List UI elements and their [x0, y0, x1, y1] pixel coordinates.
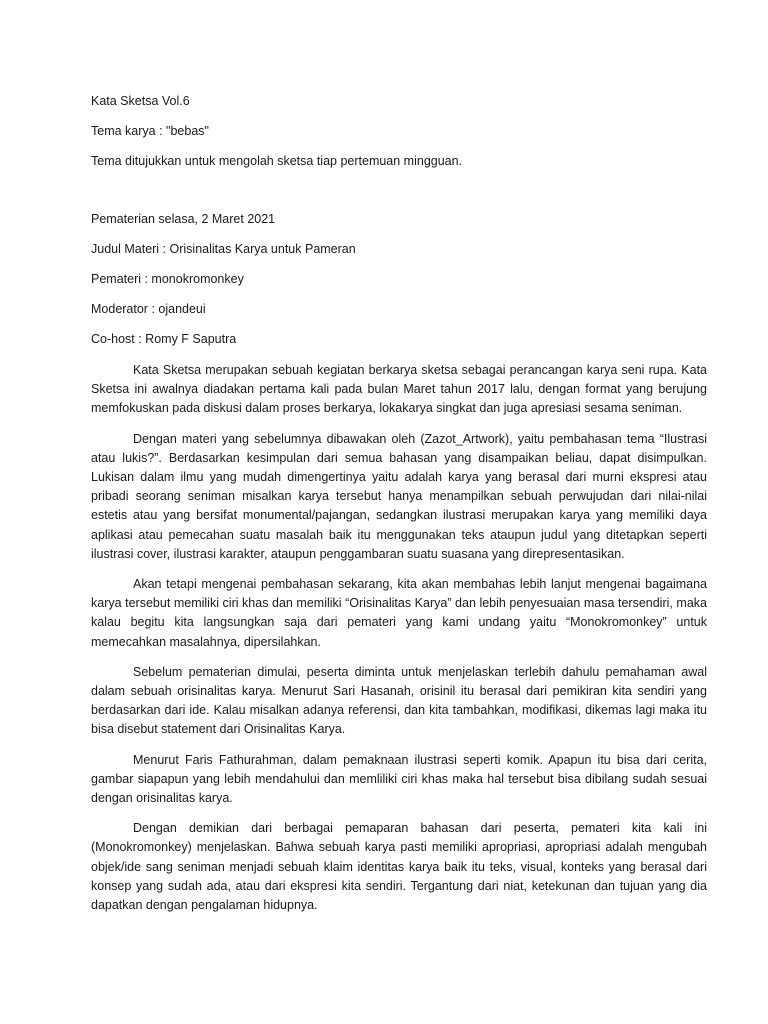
session-moderator: Moderator : ojandeui	[91, 302, 206, 316]
section-gap	[91, 183, 707, 211]
session-topic: Judul Materi : Orisinalitas Karya untuk Pameran	[91, 242, 356, 256]
paragraph-intro: Kata Sketsa merupakan sebuah kegiatan berkarya sketsa sebagai perancangan karya seni rupa. Kata Sketsa ini awalnya diadakan pertama kali pada bulan Maret tahun 2017 lalu, dengan format yang berujung memfokuskan pada diskusi dalam proses berkarya, lokakarya singkat dan juga apresiasi sesama seniman.	[91, 363, 707, 416]
paragraph-previous-material: Dengan materi yang sebelumnya dibawakan oleh (Zazot_Artwork), yaitu pembahasan tema “Ilustrasi atau lukis?”. Berdasarkan kesimpulan dari semua bahasan yang disampaikan beliau, dapat disimpulkan. Lukisan dalam ilmu yang mudah dimengertinya yaitu adalah karya yang berasal dari murni ekspresi atau pribadi seorang seniman misalkan karya tersebut hanya menampilkan sebuah perwujudan dari nilai-nilai estetis atau yang bersifat monumental/pajangan, sedangkan ilustrasi merupakan karya yang memiliki daya aplikasi atau pemecahan suatu masalah baik itu menggunakan teks ataupun judul yang ditetapkan seperti ilustrasi cover, ilustrasi karakter, ataupun penggambaran suatu suasana yang direpresentasikan.	[91, 431, 707, 561]
session-speaker: Pemateri : monokromonkey	[91, 272, 244, 286]
paragraph-speaker-explanation: Dengan demikian dari berbagai pemaparan bahasan dari peserta, pemateri kita kali ini (Monokromonkey) menjelaskan. Bahwa sebuah karya pasti memiliki apropriasi, apropriasi adalah mengubah objek/ide sang seniman menjadi sebuah klaim identitas karya baik itu teks, visual, konteks yang berasal dari konsep yang sudah ada, atau dari ekspresi kita sendiri. Tergantung dari niat, ketekunan dan tujuan yang dia dapatkan dengan pengalaman hidupnya.	[91, 821, 707, 913]
document-body	[91, 93, 707, 926]
paragraph-current-topic: Akan tetapi mengenai pembahasan sekarang, kita akan membahas lebih lanjut mengenai bagaimana karya tersebut memiliki ciri khas dan memiliki “Orisinalitas Karya” dan lebih penyesuaian masa tersendiri, maka kalau begitu kita langsungkan saja dari pemateri yang kami undang yaitu “Monokromonkey” untuk memecahkan masalahnya, dipersilahkan.	[91, 577, 707, 649]
paragraph-faris-fathurahman: Menurut Faris Fathurahman, dalam pemaknaan ilustrasi seperti komik. Apapun itu bisa dari cerita, gambar siapapun yang lebih mendahului dan memliliki ciri khas maka hal tersebut bisa dibilang sudah sesuai dengan orisinalitas karya.	[91, 752, 707, 806]
theme-line: Tema karya : "bebas"	[91, 124, 209, 138]
purpose-line: Tema ditujukkan untuk mengolah sketsa tiap pertemuan mingguan.	[91, 154, 463, 168]
session-cohost: Co-host : Romy F Saputra	[91, 332, 237, 346]
paragraph-sari-hasanah: Sebelum pematerian dimulai, peserta diminta untuk menjelaskan terlebih dahulu pemahaman awal dalam sebuah orisinalitas karya. Menurut Sari Hasanah, orisinil itu berasal dari pemikiran kita sendiri yang berdasarkan dari ide. Kalau misalkan adanya referensi, dan kita tambahkan, modifikasi, dikemas lagi maka itu bisa disebut statement dari Orisinalitas Karya.	[91, 664, 707, 737]
document-title: Kata Sketsa Vol.6	[91, 94, 190, 108]
session-date: Pematerian selasa, 2 Maret 2021	[91, 212, 276, 226]
